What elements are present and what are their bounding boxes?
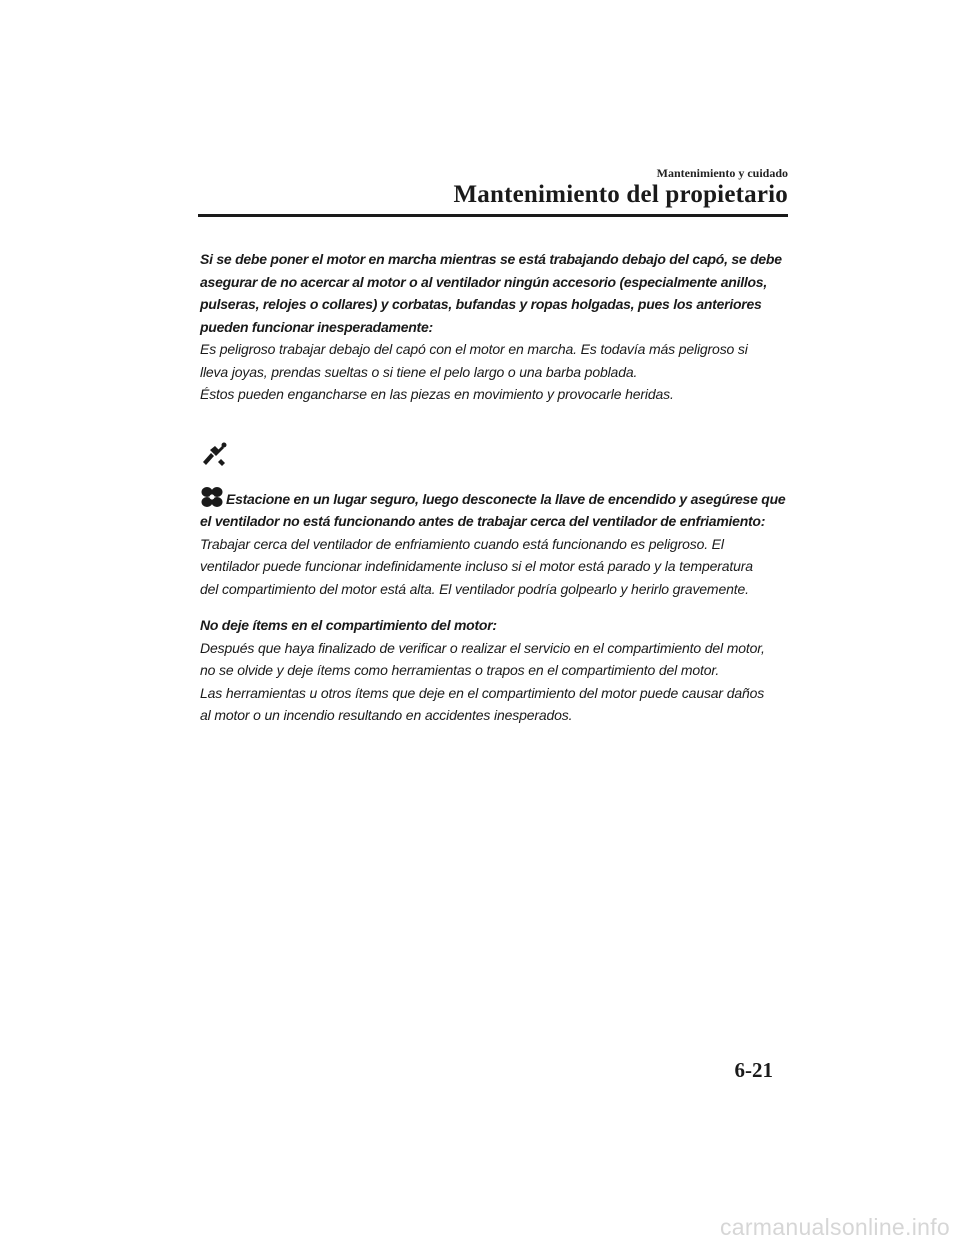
warning-lead: Si se debe poner el motor en marcha mientras se está trabajando debajo del capó, se debe asegurar de no acercar al motor o al ventilador ningún accesorio (especialmente anillos, pulseras, relojes o collares) y corbatas, bufandas y ropas holgadas, pues los anteriores pueden funcionar inesperadamente: — [200, 251, 782, 335]
watermark: carmanualsonline.info — [719, 1214, 950, 1240]
warning-text-line: ventilador puede funcionar indefinidamente incluso si el motor está parado y la temperatura — [200, 558, 753, 574]
tools-icon — [200, 442, 228, 466]
warning-text-line: lleva joyas, prendas sueltas o si tiene el pelo largo o una barba poblada. — [200, 363, 638, 380]
page-number: 6-21 — [734, 1058, 773, 1082]
warning-block-engine-running — [200, 248, 800, 406]
warning-content — [200, 248, 800, 727]
section-title: Mantenimiento y cuidado — [656, 166, 788, 180]
warning-block-cooling-fan — [200, 442, 800, 601]
header-divider — [198, 214, 788, 217]
warning-text-line: al motor o un incendio resultando en accidentes inesperados. — [200, 707, 573, 723]
warning-text-line: no se olvide y deje ítems como herramientas o trapos en el compartimiento del motor. — [200, 662, 720, 678]
warning-text-line: Las herramientas u otros ítems que deje en el compartimiento del motor puede causar daños — [200, 684, 765, 701]
warning-lead: Estacione en un lugar seguro, luego desconecte la llave de encendido y asegúrese que el ventilador no está funcionando antes de trabajar cerca del ventilador de enfriamiento: — [200, 490, 786, 529]
warning-lead: No deje ítems en el compartimiento del motor: — [200, 617, 497, 633]
warning-text-line: del compartimiento del motor está alta. El ventilador podría golpearlo y herirlo gravemente. — [200, 580, 749, 597]
warning-text-line: Es peligroso trabajar debajo del capó con el motor en marcha. Es todavía más peligroso si — [200, 341, 748, 357]
warning-text-line: Trabajar cerca del ventilador de enfriamiento cuando está funcionando es peligroso. El — [200, 535, 724, 552]
fan-icon — [200, 486, 224, 508]
page-title: Mantenimiento del propietario — [453, 181, 788, 208]
warning-text-line: Después que haya finalizado de verificar o realizar el servicio en el compartimiento del motor, — [200, 639, 765, 656]
warning-block-items-engine — [200, 614, 800, 727]
warning-text-line: Éstos pueden engancharse en las piezas en movimiento y provocarle heridas. — [200, 386, 674, 402]
warning-icons — [200, 442, 800, 486]
